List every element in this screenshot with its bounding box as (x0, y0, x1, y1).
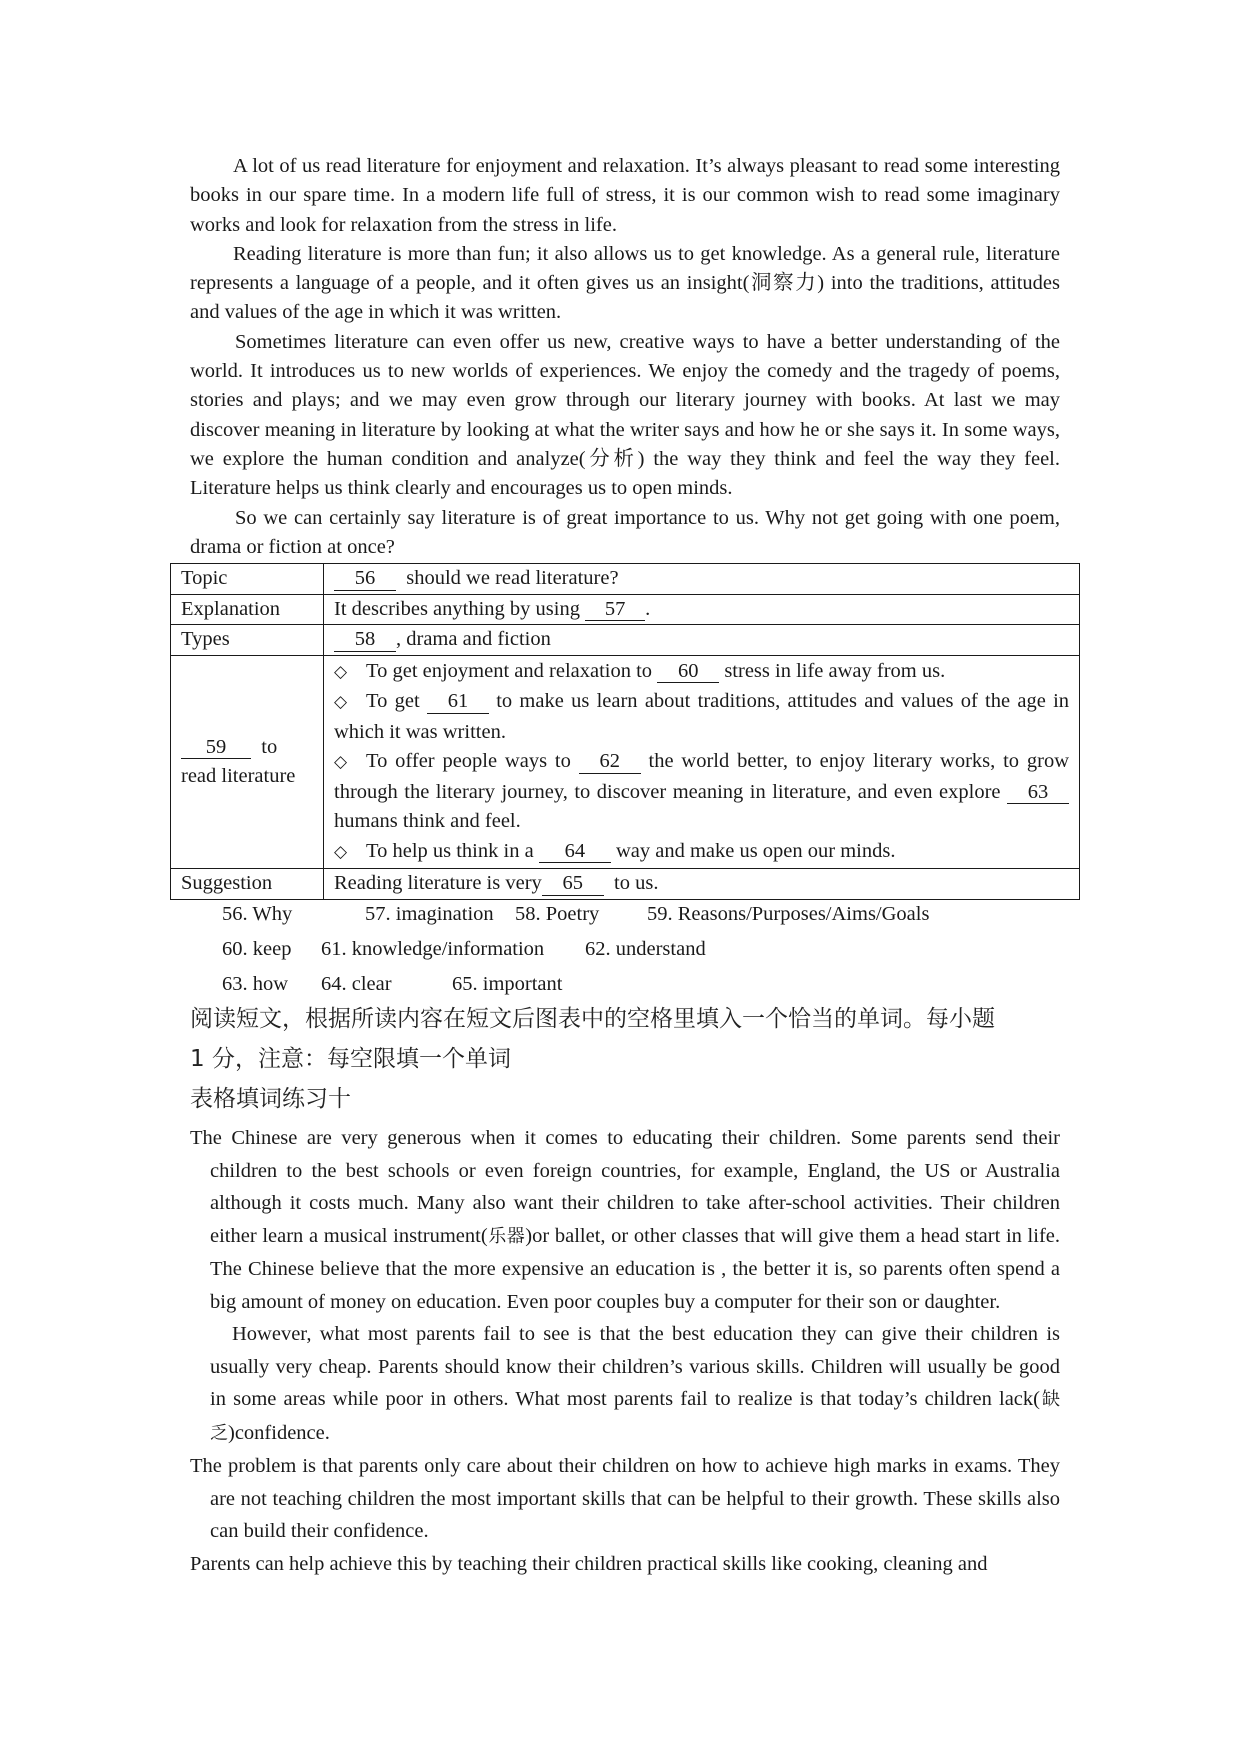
topic-text: should we read literature? (406, 567, 619, 589)
answer-59: 59. Reasons/Purposes/Aims/Goals (647, 903, 930, 925)
diamond-icon: ◇ (334, 692, 348, 712)
passage-2-p2-text-end: )confidence. (228, 1421, 330, 1444)
passage-2-p2-chinese-gloss: 缺乏 (210, 1389, 1060, 1444)
passage-2-paragraph-3: The problem is that parents only care about their children on how to achieve high marks in exams. They are not teaching children the most important skills that can be helpful to their growth. These skills also can build their confidence. (190, 1455, 1060, 1542)
answer-62: 62. understand (585, 938, 706, 960)
topic-label: Topic (171, 564, 324, 595)
reason-1-text: To get enjoyment and relaxation to (366, 659, 653, 682)
answer-56: 56. Why (222, 903, 293, 925)
passage-1-paragraph-3: Sometimes literature can even offer us new, creative ways to have a better understanding of the world. It introduces us to new worlds of experiences. We enjoy the comedy and the tragedy of poems, stories and plays; and we may even grow through our literary journey with books. At last we may discover meaning in literature by looking at what the writer says and how he or she says it. In some ways, we explore the human condition and analyze(分析) the way they think and feel the way they feel. Literature helps us think clearly and encourages us to open minds. (190, 330, 1060, 500)
reasons-label (171, 655, 324, 869)
answer-line-3 (222, 967, 1072, 1002)
topic-cell (324, 564, 1080, 595)
suggestion-label: Suggestion (171, 869, 324, 900)
answer-58: 58. Poetry (515, 903, 600, 925)
answer-key (222, 897, 1072, 1002)
answer-57: 57. imagination (365, 903, 494, 925)
reasons-cell (324, 655, 1080, 869)
instruction-line-2: 1 分，注意：每空限填一个单词 (190, 1046, 511, 1072)
passage-1-paragraph-1: A lot of us read literature for enjoyment and relaxation. It’s always pleasant to read some interesting books in our spare time. In a modern life full of stress, it is our common wish to read some imaginary works and look for relaxation from the stress in life. (190, 155, 1060, 236)
reason-item-1 (334, 657, 1069, 688)
explanation-cell (324, 594, 1080, 625)
reason-item-4 (334, 837, 1069, 868)
blank-64[interactable]: 64 (539, 841, 611, 864)
explanation-period: . (645, 597, 651, 620)
types-text: , drama and fiction (396, 628, 551, 650)
reason-1-text-end: stress in life away from us. (724, 659, 946, 682)
reasons-label-text: to read literature (181, 735, 296, 787)
reason-item-3 (334, 747, 1069, 837)
types-cell (324, 625, 1080, 656)
types-label: Types (171, 625, 324, 656)
passage-2-paragraph-4: Parents can help achieve this by teaching their children practical skills like cooking, cleaning and (190, 1552, 988, 1575)
passage-2-paragraph-2 (190, 1318, 1060, 1450)
answer-60: 60. keep (222, 938, 292, 960)
reason-item-2 (334, 687, 1069, 747)
passage-2-p1-chinese-gloss: 乐器 (487, 1225, 526, 1247)
blank-63[interactable]: 63 (1007, 782, 1069, 805)
fill-in-table (170, 563, 1080, 900)
passage-2-p1-text-end: )or ballet, or other classes that will give them a head start in life. The Chinese believe that the more expensive an education is , the better it is, so parents often spend a big amount of money on education. Even poor couples buy a computer for their son or daughter. (210, 1224, 1060, 1313)
explanation-text: It describes anything by using (334, 597, 580, 620)
instruction-line-1: 阅读短文，根据所读内容在短文后图表中的空格里填入一个恰当的单词。每小题 (190, 1006, 995, 1032)
blank-57[interactable]: 57 (585, 599, 645, 622)
exercise-title: 表格填词练习十 (190, 1086, 351, 1112)
blank-56[interactable]: 56 (334, 568, 396, 591)
reason-3-text-mid: the world better, to enjoy literary works, to grow through the literary journey, to discover meaning in literature, and even explore (334, 750, 1070, 803)
reason-2-text-end: to make us learn about traditions, attitudes and values of the age in which it was written. (334, 690, 1070, 743)
suggestion-text: Reading literature is very (334, 872, 542, 894)
answer-65: 65. important (452, 973, 563, 995)
diamond-icon: ◇ (334, 752, 348, 772)
answer-line-2 (222, 932, 1072, 967)
blank-61[interactable]: 61 (427, 691, 489, 714)
answer-64: 64. clear (321, 973, 392, 995)
reason-4-text-end: way and make us open our minds. (615, 839, 896, 862)
suggestion-text-end: to us. (614, 872, 659, 894)
answer-63: 63. how (222, 973, 289, 995)
table-row-suggestion (171, 869, 1080, 900)
table-row-types (171, 625, 1080, 656)
diamond-icon: ◇ (334, 841, 348, 862)
table-row-reasons (171, 655, 1080, 869)
reason-2-text: To get (366, 690, 420, 712)
table-row-explanation (171, 594, 1080, 625)
answer-line-1 (222, 897, 1072, 932)
suggestion-cell (324, 869, 1080, 900)
table-row-topic (171, 564, 1080, 595)
answer-61: 61. knowledge/information (321, 938, 545, 960)
passage-1 (190, 152, 1060, 562)
blank-62[interactable]: 62 (579, 751, 641, 774)
passage-2-paragraph-1 (190, 1122, 1060, 1318)
diamond-icon: ◇ (334, 661, 348, 682)
reason-3-text: To offer people ways to (366, 750, 571, 772)
blank-59[interactable]: 59 (181, 737, 251, 760)
blank-60[interactable]: 60 (657, 661, 719, 684)
passage-1-paragraph-4: So we can certainly say literature is of great importance to us. Why not get going with one poem, drama or fiction at once? (190, 506, 1060, 558)
blank-58[interactable]: 58 (334, 629, 396, 652)
blank-65[interactable]: 65 (542, 873, 604, 896)
reason-3-text-end: humans think and feel. (334, 810, 521, 832)
explanation-label: Explanation (171, 594, 324, 625)
reason-4-text: To help us think in a (366, 839, 534, 862)
passage-2 (190, 1122, 1060, 1580)
passage-1-paragraph-2: Reading literature is more than fun; it also allows us to get knowledge. As a general rule, literature represents a language of a people, and it often gives us an insight(洞察力) into the traditions, attitudes and values of the age in which it was written. (190, 242, 1060, 324)
passage-2-p1-text: The Chinese are very generous when it comes to educating their children. Some parents send their children to the best schools or even foreign countries, for example, England, the US or Australia although it costs much. Many also want their children to take after-school activities. Their children either learn a musical instrument( (190, 1127, 1060, 1247)
passage-2-p2-text: However, what most parents fail to see is that the best education they can give their children is usually very cheap. Parents should know their children’s various skills. Children will usually be good in some areas while poor in others. What most parents fail to realize is that today’s children lack( (210, 1323, 1060, 1410)
